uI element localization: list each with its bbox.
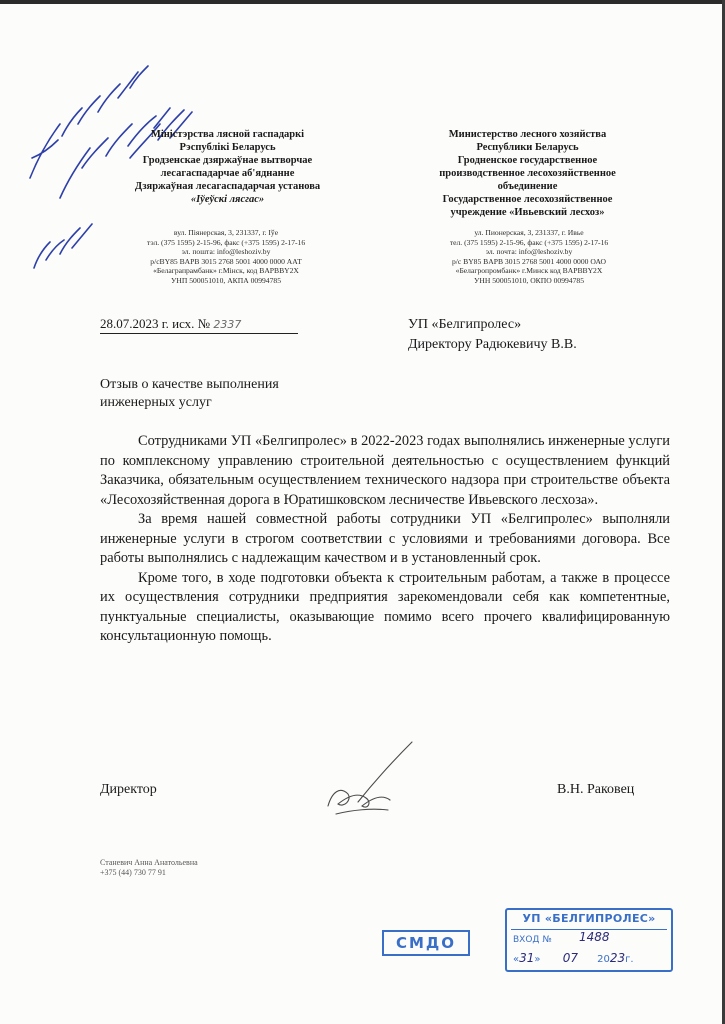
stamp-month: 07 — [562, 951, 579, 965]
header-right-line: учреждение «Ивьевский лесхоз» — [450, 207, 605, 218]
stamp-day: 31 — [519, 951, 535, 965]
address-right — [393, 228, 665, 286]
executor-name: Станевич Анна Анатольевна — [100, 858, 198, 867]
header-left — [95, 128, 360, 206]
header-right — [395, 128, 660, 219]
address-line: УНП 500051010, АКПА 00994785 — [170, 275, 281, 285]
address-line: эл. почта: info@leshoziv.by — [485, 247, 573, 257]
address-left — [90, 228, 362, 286]
addressee — [408, 315, 577, 355]
header-right-line: объединение — [497, 181, 558, 192]
address-line: тел. (375 1595) 2-15-96, факс (+375 1595) 2-17-16 — [449, 237, 609, 247]
address-line: р/сBY85 BAPB 3015 2768 5001 4000 0000 ААТ — [150, 256, 302, 266]
address-line: УНН 500051010, ОКПО 00994785 — [473, 275, 584, 285]
address-line: ул. Пионерская, 3, 231337, г. Ивье — [474, 228, 584, 237]
stamp-year-prefix: 20 — [597, 954, 610, 965]
address-line: тэл. (375 1595) 2-15-96, факс (+375 1595) 2-17-16 — [146, 237, 306, 247]
header-left-line: лесагаспадарчае аб'яднанне — [160, 168, 295, 179]
outgoing-underline — [100, 333, 298, 334]
executor-info — [100, 858, 198, 878]
stamp-incoming-label: ВХОД № — [513, 935, 552, 945]
header-left-org-name: «Іўеўскі лясгас» — [190, 194, 265, 205]
signatory-name: В.Н. Раковец — [557, 782, 635, 797]
stamp-date: «31» 07 2023г. — [513, 951, 634, 965]
stamp-incoming-number: 1488 — [579, 930, 610, 944]
letter-body — [100, 432, 670, 647]
stamp-year-suffix: 23 — [609, 951, 626, 965]
signatory-title: Директор — [100, 782, 157, 797]
smdo-stamp: СМДО — [382, 930, 470, 956]
body-paragraph: Кроме того, в ходе подготовки объекта к строительным работам, а также в процессе их осуществления сотрудники предприятия зарекомендовали себя как компетентные, пунктуальные специалисты, оказывающие помимо всего прочего квалифицированную консультационную помощь. — [100, 569, 670, 644]
header-left-line: Рэспублікі Беларусь — [179, 142, 276, 153]
header-right-line: Республики Беларусь — [476, 142, 579, 153]
outgoing-number — [100, 316, 241, 332]
incoming-registration-stamp — [505, 908, 673, 972]
address-line: «Белаграпрамбанк» г.Мінск, код BAPBBY2X — [153, 266, 299, 276]
addressee-person: Директору Радюкевичу В.В. — [408, 337, 577, 352]
stamp-org-title: УП «БЕЛГИПРОЛЕС» — [522, 912, 656, 925]
addressee-org: УП «Белгипролес» — [408, 317, 522, 332]
address-line: вул. Піянерская, 3, 231337, г. Іўе — [173, 228, 279, 237]
outgoing-handwritten-number: 2337 — [213, 318, 242, 331]
header-left-line: Гродзенскае дзяржаўнае вытворчае — [142, 155, 313, 166]
address-line: р/с BY85 BAPB 3015 2768 5001 4000 0000 ОАО — [451, 256, 607, 266]
address-line: «Белагропромбанк» г.Минск код BAPBBY2X — [455, 266, 603, 276]
scan-edge-top — [0, 0, 725, 4]
outgoing-date-label: 28.07.2023 г. исх. № — [100, 316, 211, 331]
letter-subject — [100, 376, 279, 412]
body-paragraph: Сотрудниками УП «Белгипролес» в 2022-2023 годах выполнялись инженерные услуги по комплексному управлению строительной деятельностью с осуществлением функций Заказчика, обязательным осуществлением технического надзора при строительстве объекта «Лесохозяйственная дорога в Юратишковском лесничестве Ивьевского лесхоза». — [100, 433, 670, 508]
subject-line: инженерных услуг — [100, 395, 212, 410]
handwritten-signature — [318, 736, 418, 826]
header-right-line: Государственное лесохозяйственное — [442, 194, 613, 205]
subject-line: Отзыв о качестве выполнения — [100, 377, 279, 392]
header-left-line: Міністэрства лясной гаспадаркі — [150, 129, 305, 140]
body-paragraph: За время нашей совместной работы сотрудники УП «Белгипролес» выполняли инженерные услуги в строгом соответствии с условиями и требованиями договора. Все работы выполнялись с надлежащим качеством и в установленный срок. — [100, 511, 670, 566]
executor-phone: +375 (44) 730 77 91 — [100, 868, 166, 877]
header-right-line: Министерство лесного хозяйства — [448, 129, 607, 140]
header-right-line: Гродненское государственное — [457, 155, 598, 166]
header-left-line: Дзяржаўная лесагаспадарчая установа — [134, 181, 321, 192]
header-right-line: производственное лесохозяйственное — [439, 168, 616, 179]
address-line: эл. пошта: info@leshoziv.by — [181, 247, 271, 257]
